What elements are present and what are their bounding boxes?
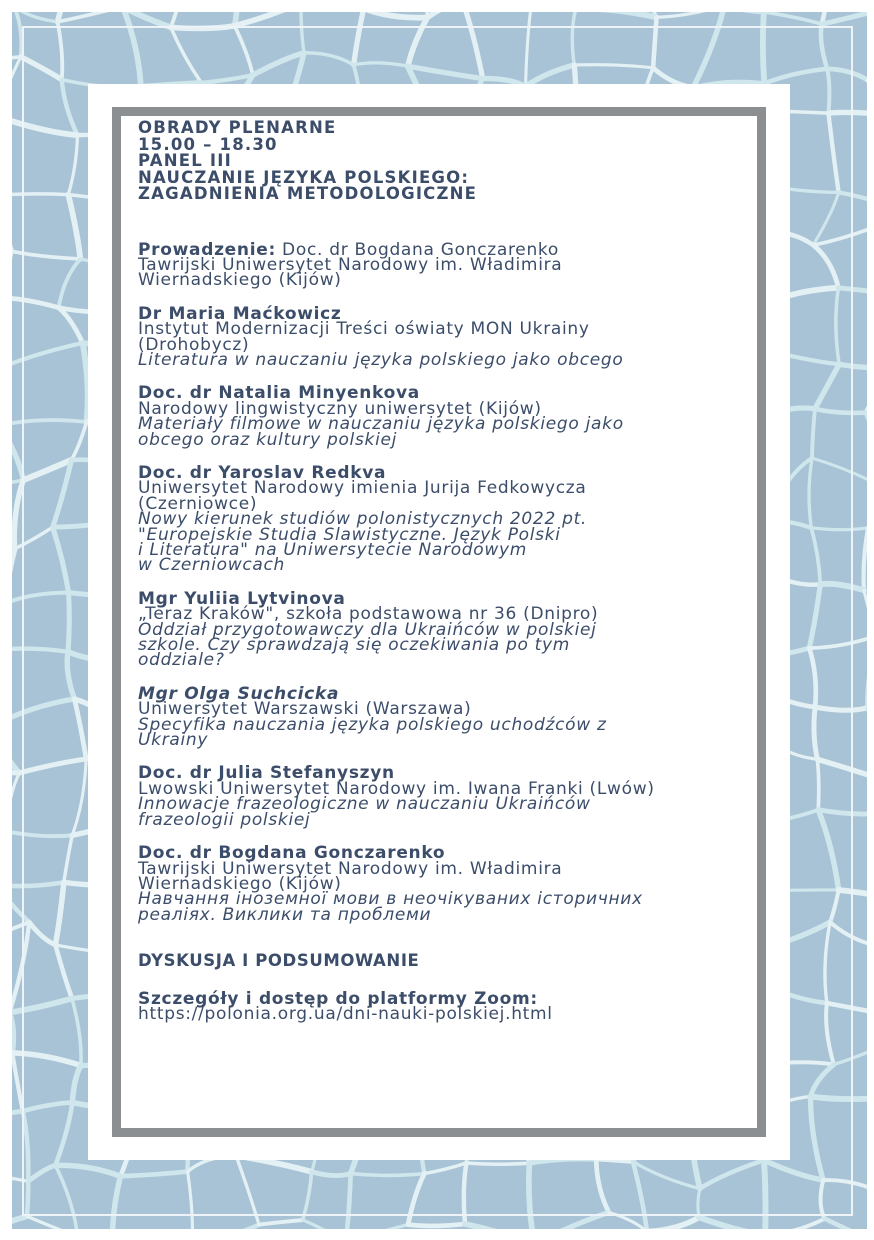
caustic-line xyxy=(822,12,867,24)
caustic-line xyxy=(235,12,301,26)
zoom-block xyxy=(138,988,748,1025)
speaker-name: Mgr Olga Suchcicka xyxy=(138,683,340,704)
session-header xyxy=(138,120,748,203)
talk-title: Nowy kierunek studiów polonistycznych 2022 pt. xyxy=(138,509,588,530)
discussion-heading: DYSKUSJA I PODSUMOWANIE xyxy=(138,951,420,971)
talk-title: Навчання іноземної мови в неочікуваних історичних xyxy=(138,889,643,910)
speaker-affiliation: (Drohobycz) xyxy=(138,334,250,355)
header-line: PANEL III xyxy=(138,151,232,170)
header-line: OBRADY PLENARNE xyxy=(138,118,337,137)
talk-title: frazeologii polskiej xyxy=(138,809,311,830)
zoom-label: Szczegóły i dostęp do platformy Zoom: xyxy=(138,988,538,1009)
caustic-line xyxy=(465,1224,534,1229)
header-line: 15.00 – 18.30 xyxy=(138,134,278,154)
speaker-block xyxy=(138,683,748,751)
zoom-link[interactable]: https://polonia.org.ua/dni-nauki-polskiej.html xyxy=(138,1004,553,1025)
speaker-block xyxy=(138,462,748,576)
program-document xyxy=(138,118,748,1025)
speaker-affiliation: Narodowy lingwistyczny uniwersytet (Kijów) xyxy=(138,398,542,419)
speaker-name: Doc. dr Yaroslav Redkva xyxy=(138,462,387,483)
speaker-list xyxy=(138,303,748,925)
caustic-line xyxy=(14,12,22,57)
speaker-affiliation: „Teraz Kraków", szkoła podstawowa nr 36 (Dnipro) xyxy=(138,604,599,625)
speaker-block xyxy=(138,588,748,671)
caustic-line xyxy=(12,1012,13,1052)
talk-title: Specyfika nauczania języka polskiego uchodźców z xyxy=(138,714,607,735)
caustic-line xyxy=(864,528,867,590)
caustic-line xyxy=(576,12,657,17)
speaker-block xyxy=(138,303,748,370)
talk-title: Oddział przygotowawczy dla Ukraińców w polskiej xyxy=(138,619,597,640)
moderator-block xyxy=(138,239,748,291)
affiliation-line: Tawrijski Uniwersytet Narodowy im. Władimira xyxy=(138,254,563,275)
talk-title: i Literatura" na Uniwersytecie Narodowym xyxy=(138,540,528,560)
caustic-line xyxy=(866,367,867,412)
speaker-name: Doc. dr Bogdana Gonczarenko xyxy=(138,843,446,864)
caustic-line xyxy=(408,1224,465,1226)
caustic-line xyxy=(699,1217,765,1229)
caustic-line xyxy=(427,12,463,18)
caustic-line xyxy=(346,1225,408,1229)
caustic-line xyxy=(27,1216,78,1229)
program-panel xyxy=(121,116,757,1128)
talk-title: Literatura w nauczaniu języka polskiego jako obcego xyxy=(138,349,624,370)
caustic-line xyxy=(192,1225,259,1229)
speaker-affiliation: Lwowski Uniwersytet Narodowy im. Iwana Franki (Lwów) xyxy=(138,778,655,799)
caustic-line xyxy=(12,773,19,831)
speaker-name: Doc. dr Julia Stefanyszyn xyxy=(138,763,395,784)
talk-title: oddziale? xyxy=(138,650,225,671)
affiliation-line: Wiernadskiego (Kijów) xyxy=(138,270,342,291)
talk-title: Innowacje frazeologiczne w nauczaniu Ukraińców xyxy=(138,794,591,815)
caustic-line xyxy=(765,1219,824,1229)
speaker-affiliation: Uniwersytet Warszawski (Warszawa) xyxy=(138,699,472,720)
caustic-line xyxy=(12,1216,27,1229)
talk-title: "Europejskie Studia Slawistyczne. Język Polski xyxy=(138,524,561,545)
talk-title: реаліях. Виклики та проблеми xyxy=(138,904,432,925)
caustic-line xyxy=(12,57,21,116)
discussion-block xyxy=(138,953,748,970)
moderator-name: Doc. dr Bogdana Gonczarenko xyxy=(275,239,559,260)
speaker-name: Doc. dr Natalia Minyenkova xyxy=(138,383,420,404)
header-line: ZAGADNIENIA METODOLOGICZNE xyxy=(138,184,478,203)
caustic-line xyxy=(58,12,123,22)
caustic-line xyxy=(866,413,867,494)
talk-title: obcego oraz kultury polskiej xyxy=(138,429,398,450)
speaker-affiliation: (Czerniowce) xyxy=(138,493,258,514)
speaker-affiliation: Tawrijski Uniwersytet Narodowy im. Władimira xyxy=(138,858,563,879)
header-line: NAUCZANIE JĘZYKA POLSKIEGO: xyxy=(138,167,470,187)
speaker-block xyxy=(138,843,748,925)
talk-title: Materiały filmowe w nauczaniu języka polskiego jako xyxy=(138,414,624,435)
talk-title: Ukrainy xyxy=(138,730,209,751)
speaker-affiliation: Instytut Modernizacji Treści oświaty MON Ukrainy xyxy=(138,319,590,340)
speaker-affiliation: Wiernadskiego (Kijów) xyxy=(138,873,342,894)
caustic-line xyxy=(764,12,822,24)
speaker-name: Mgr Yuliia Lytvinova xyxy=(138,588,346,609)
caustic-line xyxy=(303,1220,346,1229)
speaker-block xyxy=(138,383,748,450)
caustic-line xyxy=(647,1217,699,1229)
caustic-line xyxy=(825,1219,867,1229)
caustic-line xyxy=(12,725,19,773)
talk-title: w Czerniowcach xyxy=(138,555,286,576)
caustic-line xyxy=(657,12,725,17)
speaker-name: Dr Maria Maćkowicz xyxy=(138,303,342,324)
caustic-line xyxy=(864,590,867,635)
speaker-block xyxy=(138,763,748,830)
speaker-affiliation: Uniwersytet Narodowy imienia Jurija Fedkowycza xyxy=(138,478,587,499)
talk-title: szkole. Czy sprawdzają się oczekiwania po tym xyxy=(138,635,571,656)
caustic-line xyxy=(364,12,428,18)
moderator-label: Prowadzenie: xyxy=(138,239,276,260)
caustic-line xyxy=(12,549,15,604)
caustic-line xyxy=(259,1220,303,1225)
